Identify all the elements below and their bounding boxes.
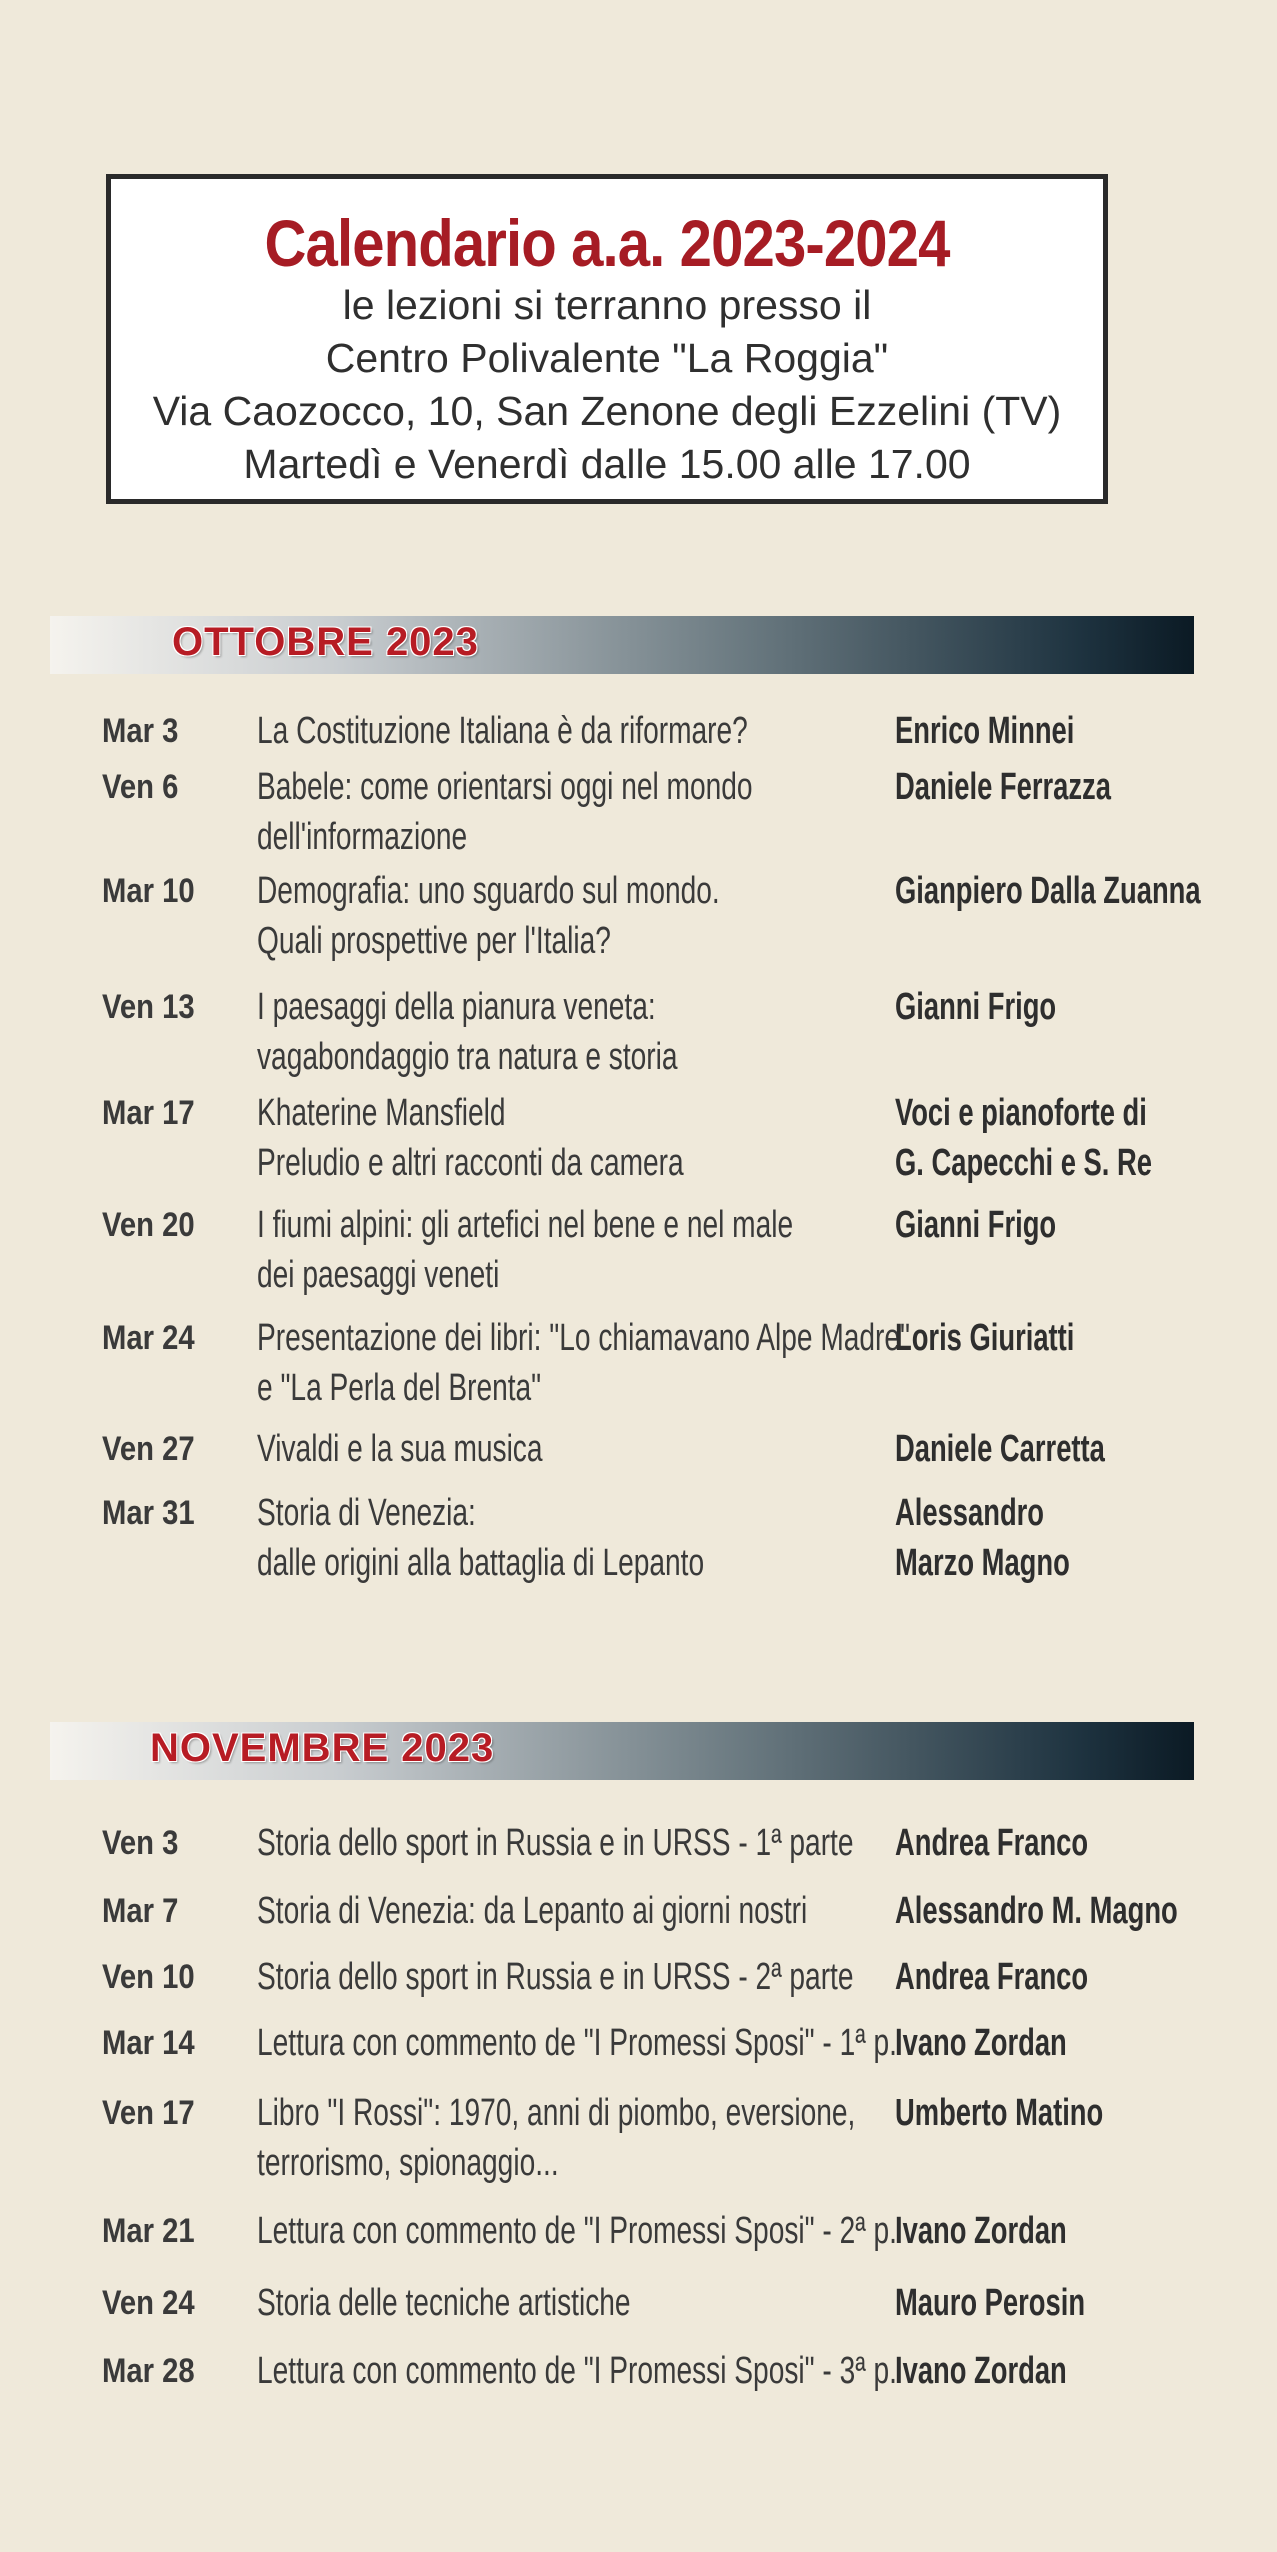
event-date: Mar 17 bbox=[102, 1094, 195, 1132]
event-title bbox=[257, 1488, 704, 1588]
event-speaker-line: Andrea Franco bbox=[895, 1822, 1089, 1864]
event-date: Ven 17 bbox=[102, 2094, 195, 2132]
event-title bbox=[257, 2088, 855, 2188]
event-speaker-line: Alessandro bbox=[895, 1492, 1045, 1534]
event-title bbox=[257, 762, 753, 862]
event-speaker-line: Mauro Perosin bbox=[895, 2282, 1086, 2324]
event-title-line: Presentazione dei libri: "Lo chiamavano Alpe Madre" bbox=[257, 1317, 911, 1359]
event-speaker bbox=[895, 866, 1201, 916]
event-speaker bbox=[895, 1200, 1056, 1250]
calendar-title: Calendario a.a. 2023-2024 bbox=[264, 206, 950, 280]
event-speaker bbox=[895, 1088, 1152, 1188]
event-title bbox=[257, 1088, 684, 1188]
header-line-address: Via Caozocco, 10, San Zenone degli Ezzelini (TV) bbox=[152, 388, 1062, 434]
event-title-line: Lettura con commento de "I Promessi Sposi" - 1ª p. bbox=[257, 2022, 897, 2064]
event-title bbox=[257, 2206, 897, 2256]
event-title-line: Storia di Venezia: bbox=[257, 1492, 476, 1534]
event-speaker-line: Gianpiero Dalla Zuanna bbox=[895, 870, 1201, 912]
calendar-header-box bbox=[106, 174, 1108, 504]
event-title-line: Preludio e altri racconti da camera bbox=[257, 1142, 684, 1184]
month-banner-ottobre bbox=[50, 616, 1194, 674]
event-speaker-line: Gianni Frigo bbox=[895, 986, 1057, 1028]
event-title bbox=[257, 982, 678, 1082]
event-speaker-line: Umberto Matino bbox=[895, 2092, 1104, 2134]
event-title-line: Storia delle tecniche artistiche bbox=[257, 2282, 631, 2324]
event-speaker bbox=[895, 2278, 1085, 2328]
event-title-line: Quali prospettive per l'Italia? bbox=[257, 920, 611, 962]
event-title-line: dalle origini alla battaglia di Lepanto bbox=[257, 1542, 705, 1584]
event-title bbox=[257, 1818, 854, 1868]
event-title bbox=[257, 1313, 910, 1413]
event-title-line: Lettura con commento de "I Promessi Sposi" - 2ª p. bbox=[257, 2210, 897, 2252]
event-title-line: dell'informazione bbox=[257, 816, 468, 858]
event-date: Mar 3 bbox=[102, 712, 179, 750]
event-date: Ven 3 bbox=[102, 1824, 179, 1862]
event-date: Mar 10 bbox=[102, 872, 195, 910]
event-title-line: I fiumi alpini: gli artefici nel bene e nel male bbox=[257, 1204, 794, 1246]
event-date: Ven 24 bbox=[102, 2284, 195, 2322]
event-date: Mar 7 bbox=[102, 1892, 179, 1930]
event-date: Mar 28 bbox=[102, 2352, 195, 2390]
event-title-line: Khaterine Mansfield bbox=[257, 1092, 506, 1134]
event-speaker-line: Voci e pianoforte di bbox=[895, 1092, 1147, 1134]
event-speaker-line: Enrico Minnei bbox=[895, 710, 1075, 752]
event-speaker bbox=[895, 1952, 1088, 2002]
event-speaker-line: Loris Giuriatti bbox=[895, 1317, 1075, 1359]
event-speaker-line: Marzo Magno bbox=[895, 1542, 1070, 1584]
event-title-line: Babele: come orientarsi oggi nel mondo bbox=[257, 766, 753, 808]
month-banner-novembre bbox=[50, 1722, 1194, 1780]
event-date: Mar 14 bbox=[102, 2024, 195, 2062]
event-date: Ven 10 bbox=[102, 1958, 195, 1996]
event-title bbox=[257, 2346, 897, 2396]
event-speaker bbox=[895, 1818, 1088, 1868]
event-title bbox=[257, 1952, 854, 2002]
event-title bbox=[257, 1424, 543, 1474]
event-title bbox=[257, 1200, 793, 1300]
event-title-line: Vivaldi e la sua musica bbox=[257, 1428, 543, 1470]
event-speaker-line: Gianni Frigo bbox=[895, 1204, 1057, 1246]
event-title-line: Lettura con commento de "I Promessi Sposi" - 3ª p. bbox=[257, 2350, 897, 2392]
event-title-line: vagabondaggio tra natura e storia bbox=[257, 1036, 678, 1078]
header-line-schedule: Martedì e Venerdì dalle 15.00 alle 17.00 bbox=[243, 441, 971, 487]
event-title-line: e "La Perla del Brenta" bbox=[257, 1367, 542, 1409]
event-speaker-line: Daniele Ferrazza bbox=[895, 766, 1111, 808]
event-speaker bbox=[895, 2088, 1103, 2138]
event-title bbox=[257, 706, 748, 756]
event-speaker bbox=[895, 2206, 1067, 2256]
event-date: Ven 6 bbox=[102, 768, 179, 806]
event-title-line: I paesaggi della pianura veneta: bbox=[257, 986, 656, 1028]
event-title-line: dei paesaggi veneti bbox=[257, 1254, 500, 1296]
event-date: Mar 31 bbox=[102, 1494, 195, 1532]
event-speaker-line: Daniele Carretta bbox=[895, 1428, 1105, 1470]
event-title bbox=[257, 1886, 807, 1936]
event-speaker-line: Alessandro M. Magno bbox=[895, 1890, 1178, 1932]
event-speaker-line: Ivano Zordan bbox=[895, 2350, 1067, 2392]
header-line-venue-intro: le lezioni si terranno presso il bbox=[342, 282, 872, 328]
month-label-novembre: NOVEMBRE 2023 bbox=[150, 1726, 495, 1770]
event-title-line: Storia dello sport in Russia e in URSS - 1ª parte bbox=[257, 1822, 854, 1864]
event-speaker bbox=[895, 2018, 1067, 2068]
event-title-line: terrorismo, spionaggio... bbox=[257, 2142, 559, 2184]
event-title-line: La Costituzione Italiana è da riformare? bbox=[257, 710, 748, 752]
event-title bbox=[257, 2278, 631, 2328]
event-title-line: Demografia: uno sguardo sul mondo. bbox=[257, 870, 720, 912]
event-speaker bbox=[895, 1313, 1074, 1363]
event-title bbox=[257, 2018, 897, 2068]
event-title-line: Storia dello sport in Russia e in URSS - 2ª parte bbox=[257, 1956, 854, 1998]
event-speaker bbox=[895, 706, 1074, 756]
event-speaker bbox=[895, 1488, 1070, 1588]
event-speaker bbox=[895, 762, 1111, 812]
event-speaker-line: Andrea Franco bbox=[895, 1956, 1089, 1998]
event-speaker-line: Ivano Zordan bbox=[895, 2022, 1067, 2064]
event-speaker bbox=[895, 1886, 1178, 1936]
event-speaker-line: Ivano Zordan bbox=[895, 2210, 1067, 2252]
event-date: Mar 21 bbox=[102, 2212, 195, 2250]
event-date: Ven 20 bbox=[102, 1206, 195, 1244]
month-label-ottobre: OTTOBRE 2023 bbox=[172, 620, 479, 664]
event-speaker bbox=[895, 982, 1056, 1032]
event-speaker bbox=[895, 1424, 1105, 1474]
event-title-line: Storia di Venezia: da Lepanto ai giorni nostri bbox=[257, 1890, 808, 1932]
event-speaker-line: G. Capecchi e S. Re bbox=[895, 1142, 1152, 1184]
event-date: Ven 13 bbox=[102, 988, 195, 1026]
event-speaker bbox=[895, 2346, 1067, 2396]
event-date: Mar 24 bbox=[102, 1319, 195, 1357]
header-line-venue-name: Centro Polivalente "La Roggia" bbox=[325, 335, 889, 381]
event-date: Ven 27 bbox=[102, 1430, 195, 1468]
event-title bbox=[257, 866, 720, 966]
event-title-line: Libro "I Rossi": 1970, anni di piombo, eversione, bbox=[257, 2092, 856, 2134]
